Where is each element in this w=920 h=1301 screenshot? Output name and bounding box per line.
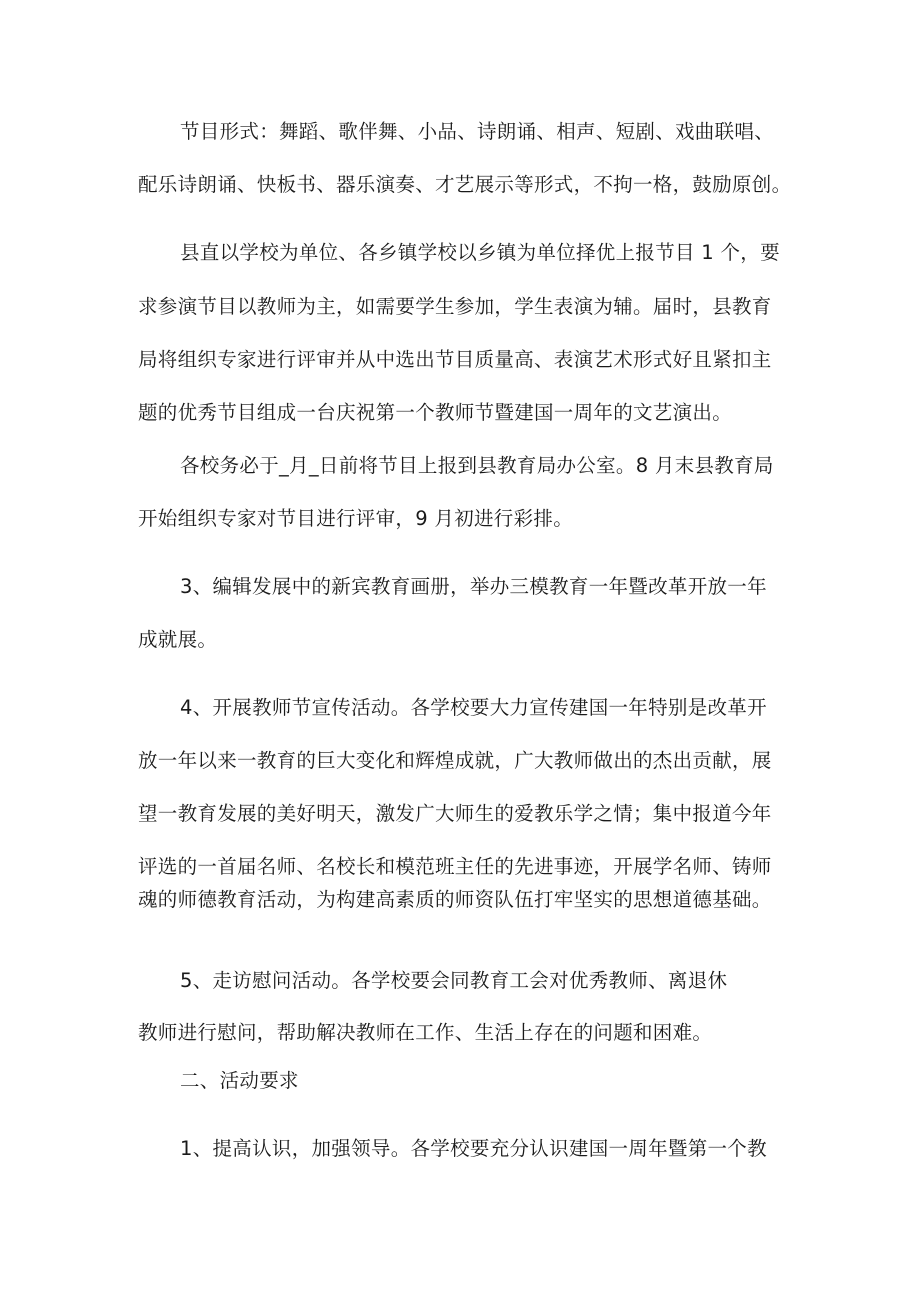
paragraph-1-line-1: 节目形式：舞蹈、歌伴舞、小品、诗朗诵、相声、短剧、戏曲联唱、 (180, 120, 775, 143)
item-4-line-4: 评选的一首届名师、名校长和模范班主任的先进事迹，开展学名师、铸师 (138, 855, 772, 878)
paragraph-3-line-1: 各校务必于_月_日前将节目上报到县教育局办公室。8 月末县教育局 (180, 454, 774, 477)
requirement-1-line-1: 1、提高认识，加强领导。各学校要充分认识建国一周年暨第一个教 (180, 1137, 767, 1160)
item-5-line-2: 教师进行慰问，帮助解决教师在工作、生活上存在的问题和困难。 (138, 1021, 713, 1044)
paragraph-2-line-3: 局将组织专家进行评审并从中选出节目质量高、表演艺术形式好且紧扣主 (138, 348, 772, 371)
item-3-line-1: 3、编辑发展中的新宾教育画册，举办三模教育一年暨改革开放一年 (180, 575, 767, 598)
item-3-line-2: 成就展。 (138, 628, 218, 651)
item-4-line-2: 放一年以来一教育的巨大变化和辉煌成就，广大教师做出的杰出贡献，展 (138, 749, 772, 772)
section-heading-requirements: 二、活动要求 (180, 1069, 299, 1092)
paragraph-2-line-2: 求参演节目以教师为主，如需要学生参加，学生表演为辅。届时，县教育 (138, 295, 772, 318)
item-4-line-5: 魂的师德教育活动，为构建高素质的师资队伍打牢坚实的思想道德基础。 (138, 888, 772, 911)
paragraph-3-line-2: 开始组织专家对节目进行评审，9 月初进行彩排。 (138, 507, 574, 530)
paragraph-2-line-1: 县直以学校为单位、各乡镇学校以乡镇为单位择优上报节目 1 个，要 (180, 241, 780, 264)
item-4-line-1: 4、开展教师节宣传活动。各学校要大力宣传建国一年特别是改革开 (180, 696, 767, 719)
item-4-line-3: 望一教育发展的美好明天，激发广大师生的爱教乐学之情；集中报道今年 (138, 802, 772, 825)
paragraph-2-line-4: 题的优秀节目组成一台庆祝第一个教师节暨建国一周年的文艺演出。 (138, 401, 733, 424)
item-5-line-1: 5、走访慰问活动。各学校要会同教育工会对优秀教师、离退休 (180, 969, 728, 992)
paragraph-1-line-2: 配乐诗朗诵、快板书、器乐演奏、才艺展示等形式，不拘一格，鼓励原创。 (138, 173, 792, 196)
